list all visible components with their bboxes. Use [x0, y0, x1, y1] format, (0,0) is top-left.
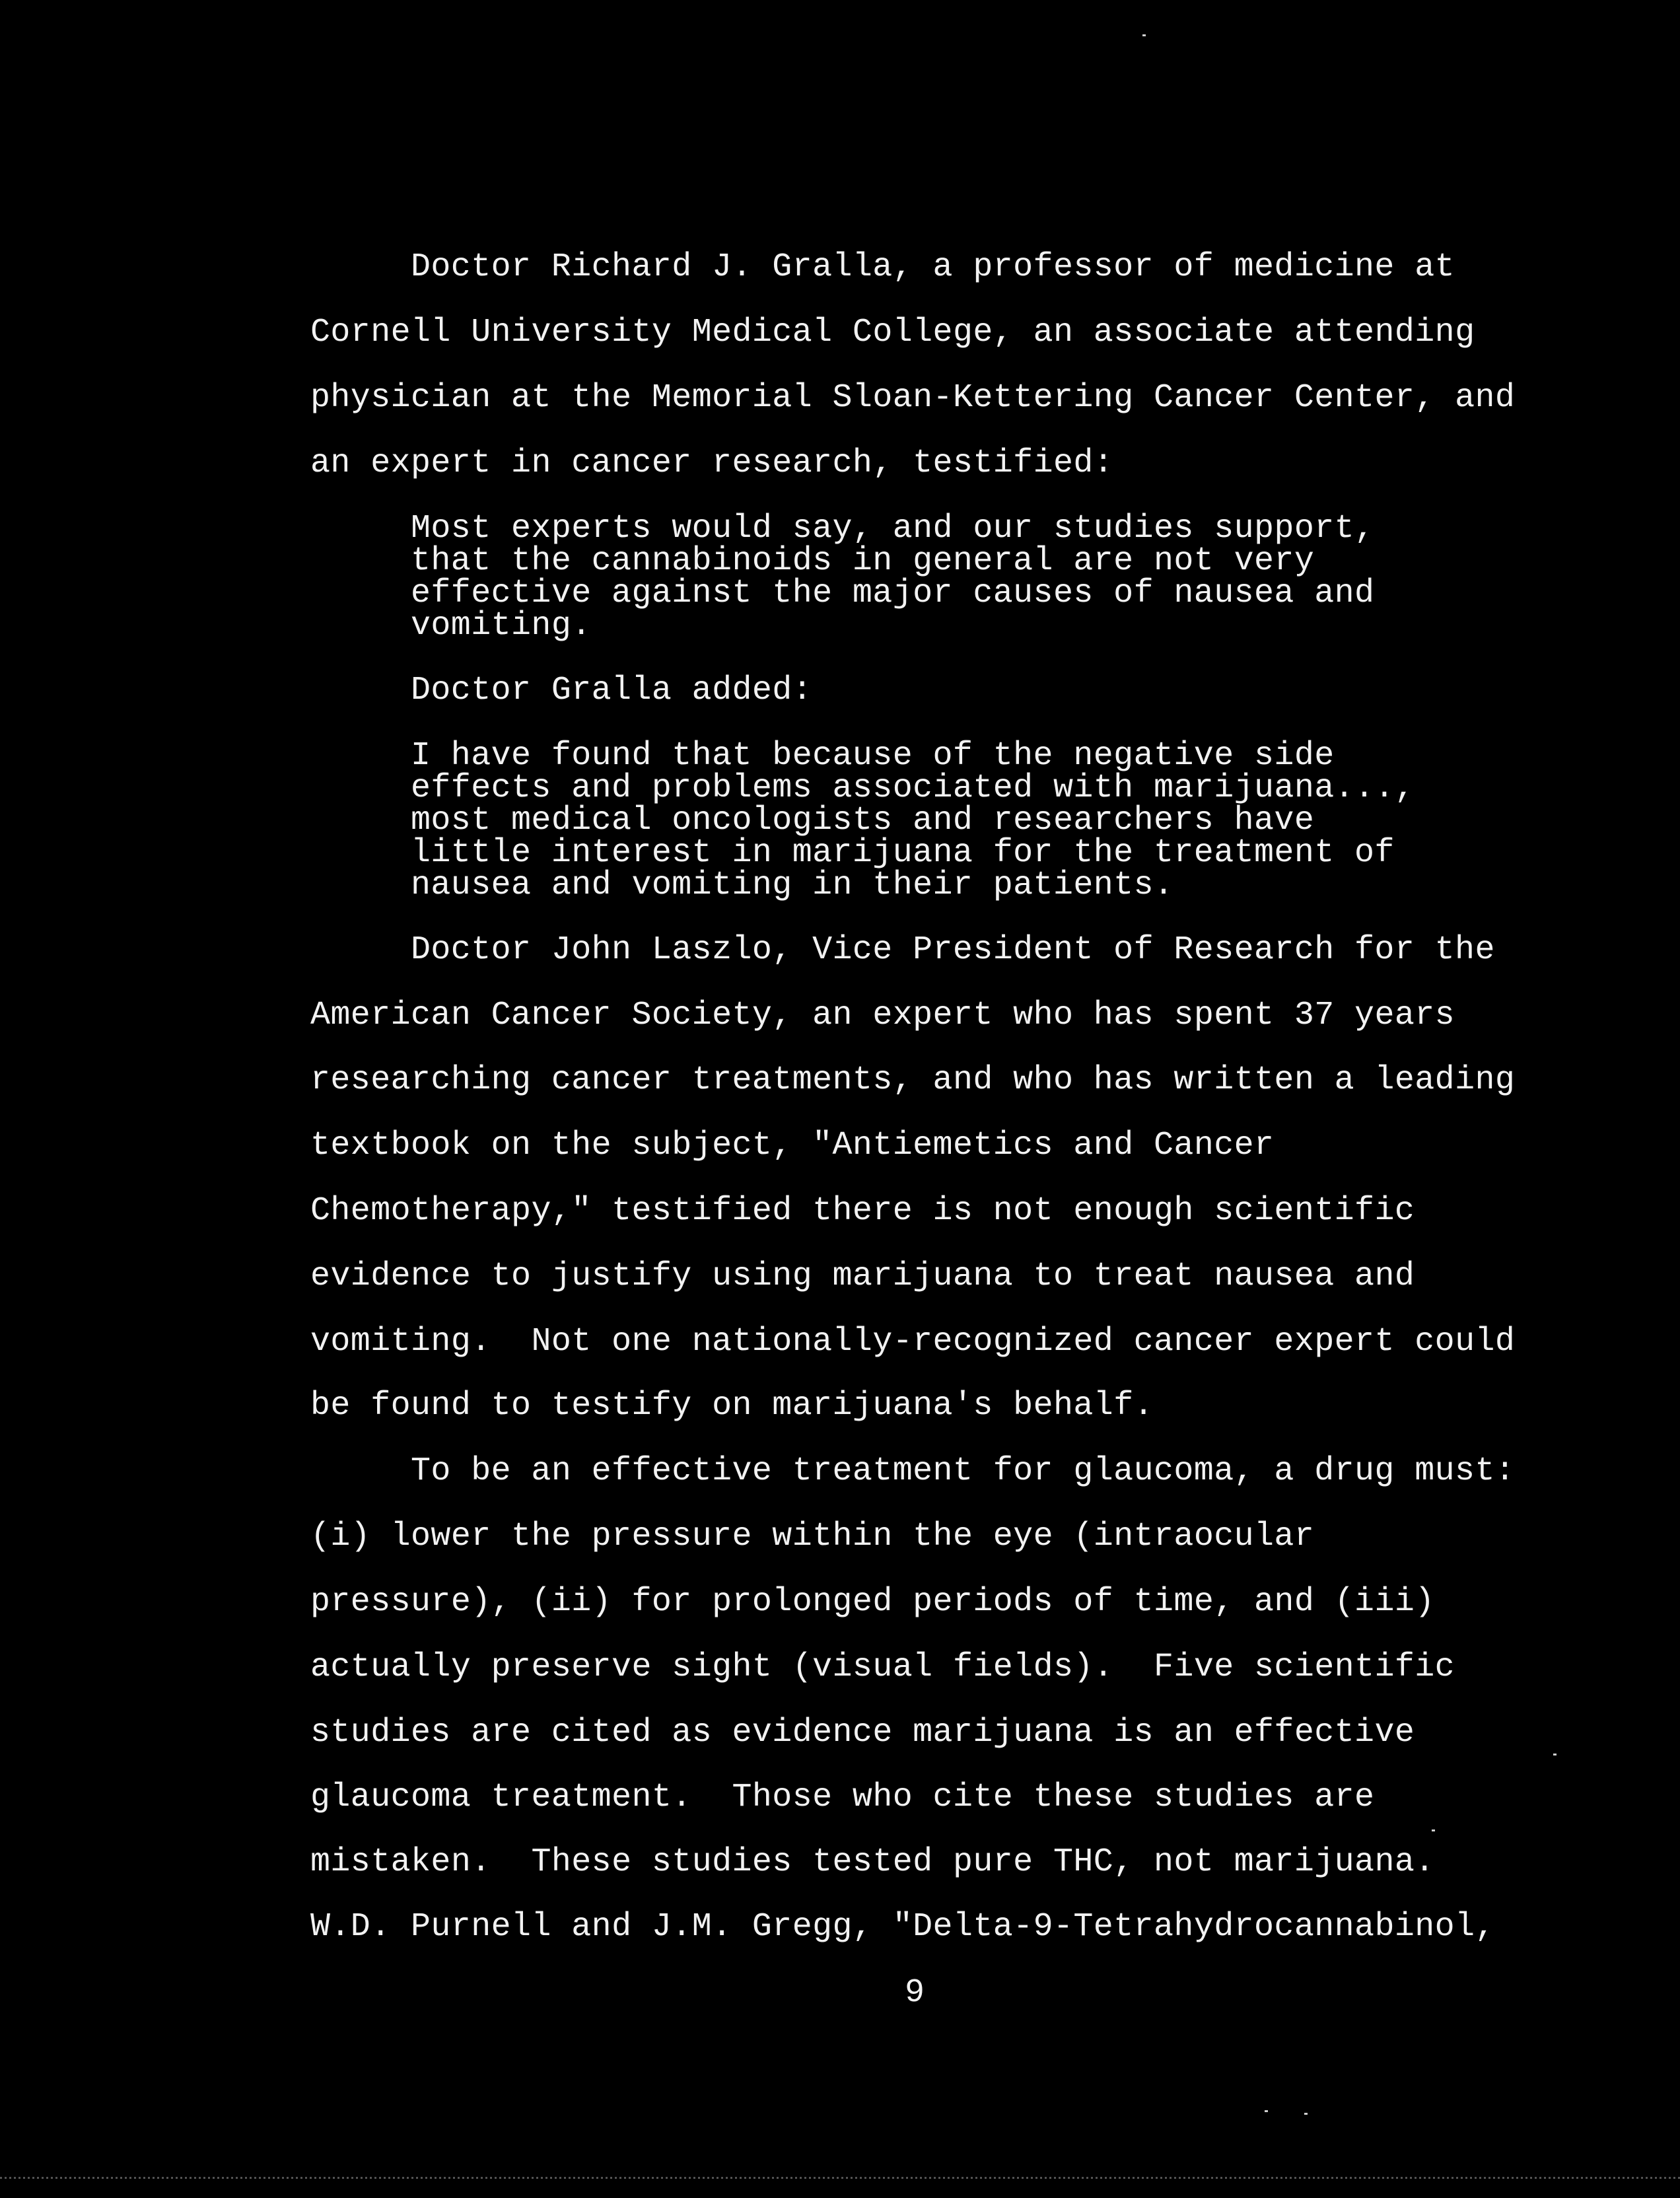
scan-speck: [1553, 1754, 1557, 1755]
text-line: Chemotherapy," testified there is not enough scientific: [310, 1192, 1415, 1230]
text-line: effective against the major causes of nausea and: [411, 575, 1375, 612]
text-line: physician at the Memorial Sloan-Kettering Cancer Center, and: [310, 379, 1516, 417]
text-line: vomiting. Not one nationally-recognized cancer expert could: [310, 1323, 1516, 1361]
scan-speck: [1432, 1829, 1435, 1831]
text-line: be found to testify on marijuana's behalf.: [310, 1387, 1154, 1425]
text-line: (i) lower the pressure within the eye (intraocular: [310, 1518, 1315, 1555]
text-line: Doctor Gralla added:: [411, 672, 813, 709]
text-line: textbook on the subject, "Antiemetics and Cancer: [310, 1127, 1275, 1164]
text-line: an expert in cancer research, testified:: [310, 444, 1114, 482]
text-line: Doctor John Laszlo, Vice President of Research for the: [411, 931, 1495, 969]
text-line: To be an effective treatment for glaucoma, a drug must:: [411, 1452, 1516, 1490]
text-line: vomiting.: [411, 607, 592, 645]
text-line: most medical oncologists and researchers have: [411, 802, 1315, 839]
text-line: pressure), (ii) for prolonged periods of time, and (iii): [310, 1583, 1435, 1621]
scan-speck: [1142, 34, 1146, 36]
text-line: studies are cited as evidence marijuana is an effective: [310, 1714, 1415, 1752]
text-line: American Cancer Society, an expert who has spent 37 years: [310, 997, 1455, 1034]
page-number: 9: [905, 1974, 925, 2012]
text-line: actually preserve sight (visual fields). Five scientific: [310, 1648, 1455, 1686]
scan-speck: [1265, 2110, 1268, 2112]
text-line: researching cancer treatments, and who has written a leading: [310, 1061, 1516, 1099]
text-line: evidence to justify using marijuana to treat nausea and: [310, 1258, 1415, 1295]
scan-speck: [1304, 2113, 1308, 2115]
text-line: effects and problems associated with marijuana...,: [411, 769, 1415, 807]
text-line: Most experts would say, and our studies support,: [411, 510, 1375, 548]
text-line: Cornell University Medical College, an associate attending: [310, 314, 1475, 351]
text-line: Doctor Richard J. Gralla, a professor of medicine at: [411, 248, 1455, 286]
text-line: I have found that because of the negative side: [411, 737, 1335, 775]
text-line: that the cannabinoids in general are not very: [411, 542, 1315, 580]
text-line: W.D. Purnell and J.M. Gregg, "Delta-9-Tetrahydrocannabinol,: [310, 1908, 1495, 1946]
text-line: glaucoma treatment. Those who cite these studies are: [310, 1779, 1375, 1816]
text-line: mistaken. These studies tested pure THC, not marijuana.: [310, 1843, 1435, 1881]
scan-bottom-edge: [0, 2177, 1680, 2179]
text-line: little interest in marijuana for the treatment of: [411, 834, 1395, 872]
text-line: nausea and vomiting in their patients.: [411, 867, 1174, 904]
